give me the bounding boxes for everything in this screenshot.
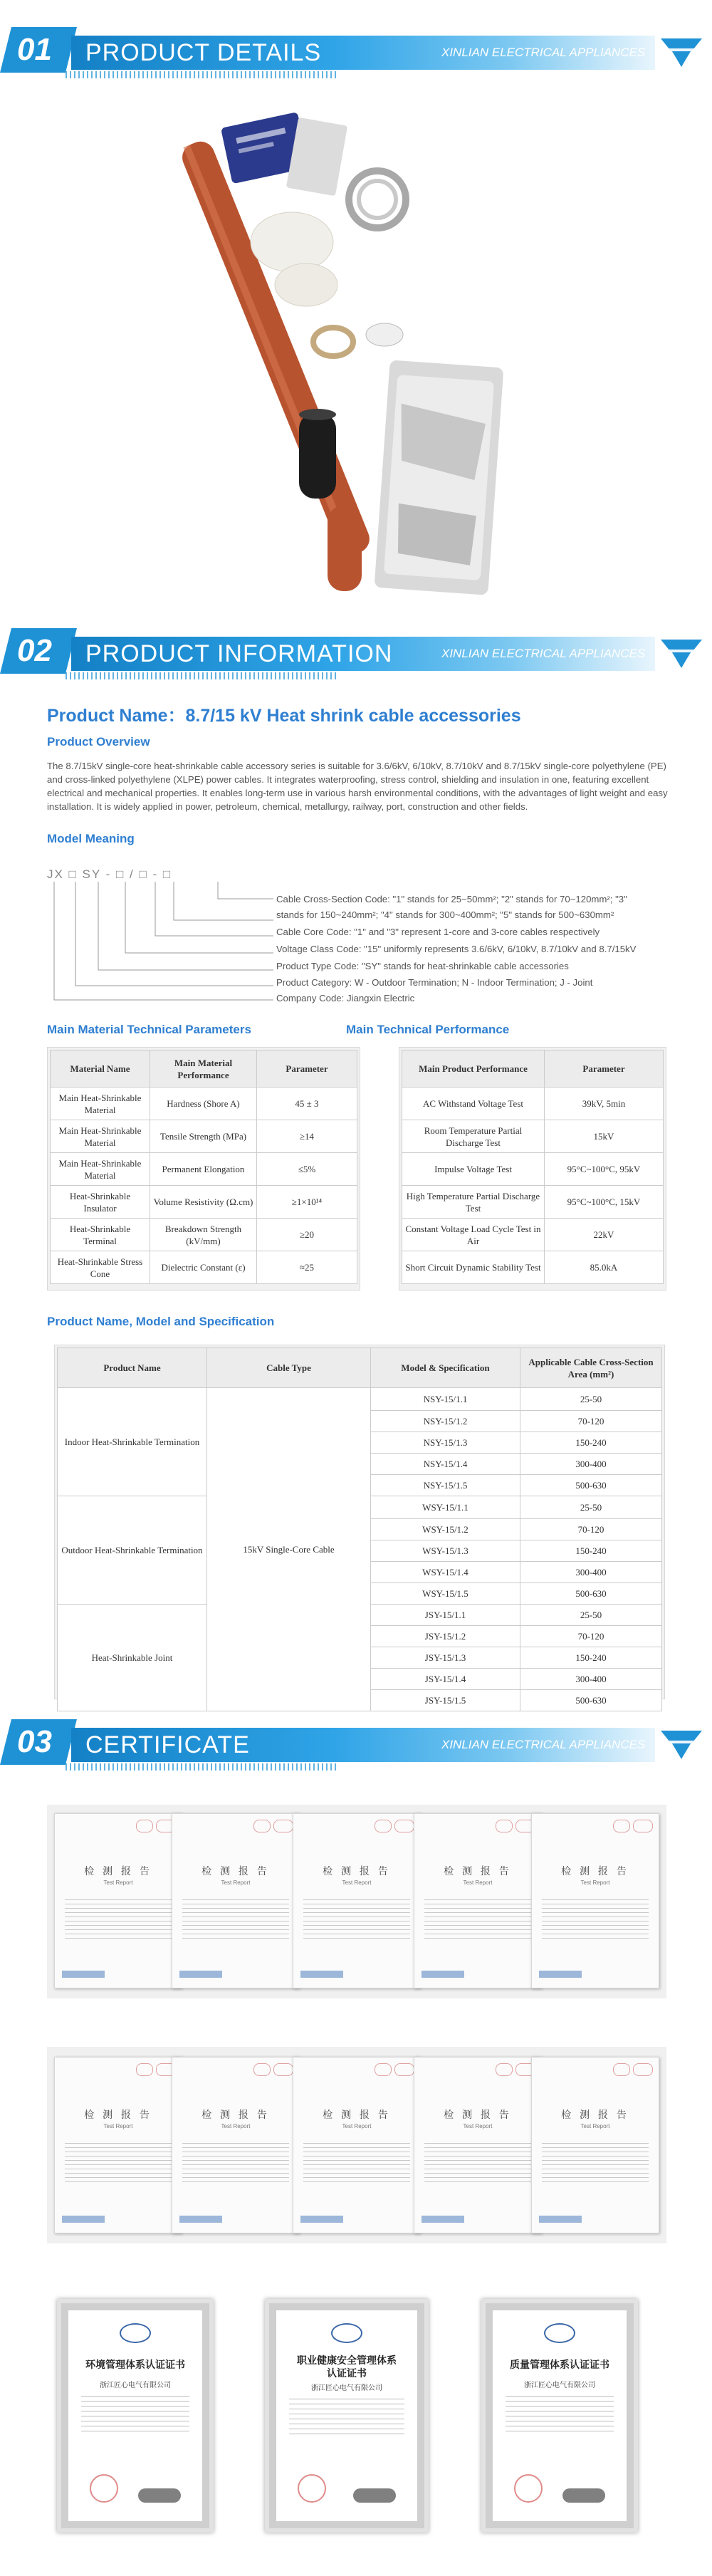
report-subtitle: Test Report xyxy=(580,1879,610,1886)
cell: WSY-15/1.1 xyxy=(371,1496,520,1519)
cell: 15kV xyxy=(545,1120,664,1153)
overview-heading: Product Overview xyxy=(47,735,150,749)
cell: Main Heat-Shrinkable Material xyxy=(51,1120,150,1153)
cell: 25-50 xyxy=(520,1496,662,1519)
cell: JSY-15/1.1 xyxy=(371,1605,520,1626)
cell: 70-120 xyxy=(520,1626,662,1647)
cell: 150-240 xyxy=(520,1647,662,1669)
table-row xyxy=(51,1120,357,1153)
cma-badge xyxy=(273,1820,293,1832)
material-params-heading: Main Material Technical Parameters xyxy=(47,1023,251,1036)
report-subtitle: Test Report xyxy=(342,2123,372,2129)
cell: 70-120 xyxy=(520,1411,662,1432)
product-photo xyxy=(150,107,548,605)
certification-emblem xyxy=(331,2323,362,2343)
report-lines xyxy=(182,2143,289,2186)
model-line-cross-section: Cable Cross-Section Code: "1" stands for 25~50mm²; "2" stands for 70~120mm²; "3" xyxy=(276,894,627,904)
col-header: Main Product Performance xyxy=(402,1050,545,1088)
cell: Short Circuit Dynamic Stability Test xyxy=(402,1251,545,1284)
test-report xyxy=(172,1813,300,1988)
certificate-title: 质量管理体系认证证书 xyxy=(510,2359,609,2370)
seal-stamp xyxy=(514,2474,543,2503)
model-line-type: Product Type Code: "SY" stands for heat-shrinkable cable accessories xyxy=(276,961,569,971)
report-title: 检 测 报 告 xyxy=(201,1865,270,1877)
col-header: Applicable Cable Cross-Section Area (mm²) xyxy=(520,1348,662,1388)
cell: Heat-Shrinkable Terminal xyxy=(51,1219,150,1251)
cell: Constant Voltage Load Cycle Test in Air xyxy=(402,1219,545,1251)
cell: ≥1×10¹⁴ xyxy=(257,1186,357,1219)
cnas-badge xyxy=(496,2063,513,2076)
report-subtitle: Test Report xyxy=(103,1879,133,1886)
table-row xyxy=(402,1251,664,1284)
section-banner-certificate xyxy=(0,1712,712,1780)
spec-table xyxy=(57,1347,662,1711)
model-meaning-heading: Model Meaning xyxy=(47,832,135,845)
cell: 500-630 xyxy=(520,1690,662,1711)
table-row xyxy=(51,1219,357,1251)
report-title: 检 测 报 告 xyxy=(561,2109,629,2120)
model-line-category: Product Category: W - Outdoor Termination; N - Indoor Termination; J - Joint xyxy=(276,977,593,988)
col-header: Model & Specification xyxy=(371,1348,520,1388)
section-subtitle: XINLIAN ELECTRICAL APPLIANCES xyxy=(441,46,646,59)
cell: 25-50 xyxy=(520,1605,662,1626)
signature xyxy=(353,2488,396,2503)
cell: ≥14 xyxy=(257,1120,357,1153)
section-subtitle: XINLIAN ELECTRICAL APPLIANCES xyxy=(441,1738,646,1751)
cell: 150-240 xyxy=(520,1432,662,1454)
group-name: Heat-Shrinkable Joint xyxy=(58,1605,207,1711)
certificate-title-2: 认证证书 xyxy=(327,2367,367,2379)
cell: Main Heat-Shrinkable Material xyxy=(51,1153,150,1186)
test-report xyxy=(172,2057,300,2233)
cell: 70-120 xyxy=(520,1519,662,1540)
cell: WSY-15/1.3 xyxy=(371,1540,520,1562)
cell: 300-400 xyxy=(520,1669,662,1690)
col-header: Cable Type xyxy=(207,1348,371,1388)
certificate-lines xyxy=(506,2396,614,2436)
col-header: Product Name xyxy=(58,1348,207,1388)
cell: 300-400 xyxy=(520,1454,662,1475)
cell: NSY-15/1.5 xyxy=(371,1475,520,1496)
report-lines xyxy=(182,1899,289,1942)
section-number-badge xyxy=(0,628,77,674)
seal-stamp xyxy=(298,2474,326,2503)
chevron-down-icon xyxy=(658,637,705,679)
report-lines xyxy=(303,2143,410,2186)
spec-heading: Product Name, Model and Specification xyxy=(47,1315,275,1328)
cell: AC Withstand Voltage Test xyxy=(402,1088,545,1120)
cell: Tensile Strength (MPa) xyxy=(150,1120,257,1153)
cell: 39kV, 5min xyxy=(545,1088,664,1120)
col-header: Material Name xyxy=(51,1050,150,1088)
lab-logo xyxy=(179,2216,222,2223)
certificate-company: 浙江匠心电气有限公司 xyxy=(100,2382,171,2389)
cell: Permanent Elongation xyxy=(150,1153,257,1186)
cma-badge xyxy=(394,2063,414,2076)
cell: WSY-15/1.2 xyxy=(371,1519,520,1540)
chevron-down-icon xyxy=(658,1728,705,1771)
cell: 95°C~100°C, 15kV xyxy=(545,1186,664,1219)
signature xyxy=(138,2488,181,2503)
test-report xyxy=(531,2057,659,2233)
report-lines xyxy=(424,2143,531,2186)
model-line-voltage: Voltage Class Code: "15" uniformly represents 3.6/6kV, 6/10kV, 8.7/10kV and 8.7/15kV xyxy=(276,944,637,954)
test-report xyxy=(54,2057,182,2233)
model-line-core: Cable Core Code: "1" and "3" represent 1-core and 3-core cables respectively xyxy=(276,927,600,937)
certificate-company: 浙江匠心电气有限公司 xyxy=(311,2384,382,2392)
cnas-badge xyxy=(613,1820,630,1832)
section-subtitle: XINLIAN ELECTRICAL APPLIANCES xyxy=(441,647,646,660)
section-number: 02 xyxy=(16,633,52,668)
cell: 45 ± 3 xyxy=(257,1088,357,1120)
certificate-paper xyxy=(68,2310,202,2521)
certificate-company: 浙江匠心电气有限公司 xyxy=(524,2382,595,2389)
report-lines xyxy=(542,2143,649,2186)
report-title: 检 测 报 告 xyxy=(84,2109,152,2120)
product-name: Product Name：8.7/15 kV Heat shrink cable accessories xyxy=(47,706,521,726)
cma-badge xyxy=(633,2063,653,2076)
table-row xyxy=(402,1088,664,1120)
col-header: Parameter xyxy=(545,1050,664,1088)
report-subtitle: Test Report xyxy=(463,2123,493,2129)
cma-badge xyxy=(394,1820,414,1832)
cell: ≈25 xyxy=(257,1251,357,1284)
certification-emblem xyxy=(120,2323,151,2343)
cnas-badge xyxy=(136,2063,153,2076)
cell: 150-240 xyxy=(520,1540,662,1562)
table-row xyxy=(402,1153,664,1186)
cell: Main Heat-Shrinkable Material xyxy=(51,1088,150,1120)
report-lines xyxy=(303,1899,410,1942)
model-meaning-connectors xyxy=(47,880,282,1001)
cma-badge xyxy=(633,1820,653,1832)
banner-dots xyxy=(66,672,336,679)
table-row xyxy=(402,1120,664,1153)
lab-logo xyxy=(179,1971,222,1978)
table-row xyxy=(402,1219,664,1251)
certificate-paper xyxy=(493,2310,627,2521)
cnas-badge xyxy=(253,2063,271,2076)
cell: NSY-15/1.4 xyxy=(371,1454,520,1475)
table-row xyxy=(51,1186,357,1219)
cnas-badge xyxy=(613,2063,630,2076)
lab-logo xyxy=(539,1971,582,1978)
test-report-row-1 xyxy=(47,1805,666,1998)
cnas-badge xyxy=(496,1820,513,1832)
table-row xyxy=(402,1186,664,1219)
certificate-paper xyxy=(276,2310,417,2521)
cell: NSY-15/1.1 xyxy=(371,1388,520,1411)
cell: Hardness (Shore A) xyxy=(150,1088,257,1120)
section-number-badge xyxy=(0,1719,77,1765)
model-line-company: Company Code: Jiangxin Electric xyxy=(276,993,415,1003)
report-subtitle: Test Report xyxy=(463,1879,493,1886)
tech-perf-heading: Main Technical Performance xyxy=(346,1023,510,1036)
cell: 500-630 xyxy=(520,1583,662,1605)
table-row xyxy=(58,1388,662,1411)
cell: 25-50 xyxy=(520,1388,662,1411)
material-params-table xyxy=(50,1050,357,1284)
report-subtitle: Test Report xyxy=(221,2123,251,2129)
cnas-badge xyxy=(375,2063,392,2076)
model-line-cross-section-2: stands for 150~240mm²; "4" stands for 300~400mm²; "5" stands for 500~630mm² xyxy=(276,909,614,920)
col-header: Main Material Performance xyxy=(150,1050,257,1088)
cell: 22kV xyxy=(545,1219,664,1251)
cell: NSY-15/1.2 xyxy=(371,1411,520,1432)
cell: 85.0kA xyxy=(545,1251,664,1284)
model-code: JX □ SY - □ / □ - □ xyxy=(47,867,172,881)
cell: NSY-15/1.3 xyxy=(371,1432,520,1454)
cnas-badge xyxy=(136,1820,153,1832)
report-subtitle: Test Report xyxy=(580,2123,610,2129)
report-title: 检 测 报 告 xyxy=(201,2109,270,2120)
cma-badge xyxy=(273,2063,293,2076)
test-report xyxy=(414,1813,542,1988)
certification-emblem xyxy=(544,2323,575,2343)
section-number: 03 xyxy=(16,1724,52,1759)
table-row xyxy=(51,1088,357,1120)
report-lines xyxy=(424,1899,531,1942)
col-header: Parameter xyxy=(257,1050,357,1088)
cell: JSY-15/1.5 xyxy=(371,1690,520,1711)
certificate-title: 职业健康安全管理体系 xyxy=(297,2355,397,2366)
section-banner-product-information xyxy=(0,621,712,689)
lab-logo xyxy=(300,2216,343,2223)
section-title: CERTIFICATE xyxy=(85,1731,250,1758)
report-title: 检 测 报 告 xyxy=(444,1865,512,1877)
section-title: PRODUCT DETAILS xyxy=(85,39,322,66)
cell: WSY-15/1.4 xyxy=(371,1562,520,1583)
certificate-lines xyxy=(81,2396,189,2436)
cell: Heat-Shrinkable Stress Cone xyxy=(51,1251,150,1284)
report-title: 检 测 报 告 xyxy=(323,1865,391,1877)
group-name: Indoor Heat-Shrinkable Termination xyxy=(58,1388,207,1496)
test-report-row-2 xyxy=(47,2047,666,2243)
cell: Impulse Voltage Test xyxy=(402,1153,545,1186)
report-lines xyxy=(542,1899,649,1942)
cell: Room Temperature Partial Discharge Test xyxy=(402,1120,545,1153)
section-number-badge xyxy=(0,27,77,73)
cell: 95°C~100°C, 95kV xyxy=(545,1153,664,1186)
cell: High Temperature Partial Discharge Test xyxy=(402,1186,545,1219)
cell: Dielectric Constant (ε) xyxy=(150,1251,257,1284)
tech-perf-table xyxy=(402,1050,664,1284)
overview-text: The 8.7/15kV single-core heat-shrinkable cable accessory series is suitable for 3.6/6kV, 6/10kV, 8.7/10kV and 8.7/15kV single-core polyethylene (PE) and cross-linked polyethylene (XLPE) power cables. It integrates waterproofing, stress control, shielding and insulation in one, featuring excellent electrical and mechanical properties. It enables long-term use in various harsh environmental conditions, with the advantages of light weight and easy installation. It is widely applied in power, petroleum, chemical, metallurgy, railway, port, construction and other fields. xyxy=(47,761,668,812)
report-title: 检 测 报 告 xyxy=(84,1865,152,1877)
signature xyxy=(562,2488,605,2503)
table-row xyxy=(51,1153,357,1186)
cell: WSY-15/1.5 xyxy=(371,1583,520,1605)
section-banner-product-details xyxy=(0,20,712,88)
lab-logo xyxy=(62,2216,105,2223)
certificate-frame xyxy=(57,2299,214,2533)
cell: JSY-15/1.4 xyxy=(371,1669,520,1690)
section-number: 01 xyxy=(16,32,52,67)
lab-logo xyxy=(422,2216,464,2223)
cell: Heat-Shrinkable Insulator xyxy=(51,1186,150,1219)
chevron-down-icon xyxy=(658,36,705,78)
cnas-badge xyxy=(253,1820,271,1832)
lab-logo xyxy=(422,1971,464,1978)
test-report xyxy=(414,2057,542,2233)
cell: 300-400 xyxy=(520,1562,662,1583)
report-lines xyxy=(65,2143,172,2186)
report-subtitle: Test Report xyxy=(221,1879,251,1886)
banner-dots xyxy=(66,71,336,78)
cell: 500-630 xyxy=(520,1475,662,1496)
cnas-badge xyxy=(375,1820,392,1832)
lab-logo xyxy=(539,2216,582,2223)
cable-type: 15kV Single-Core Cable xyxy=(207,1388,371,1711)
group-name: Outdoor Heat-Shrinkable Termination xyxy=(58,1496,207,1605)
lab-logo xyxy=(300,1971,343,1978)
certificate-frame xyxy=(265,2299,429,2533)
report-title: 检 测 报 告 xyxy=(323,2109,391,2120)
test-report xyxy=(531,1813,659,1988)
report-title: 检 测 报 告 xyxy=(561,1865,629,1877)
test-report xyxy=(293,1813,421,1988)
cell: Breakdown Strength (kV/mm) xyxy=(150,1219,257,1251)
table-row xyxy=(51,1251,357,1284)
certificate-title: 环境管理体系认证证书 xyxy=(85,2359,185,2370)
cell: JSY-15/1.2 xyxy=(371,1626,520,1647)
cell: ≤5% xyxy=(257,1153,357,1186)
report-subtitle: Test Report xyxy=(342,1879,372,1886)
banner-dots xyxy=(66,1763,336,1771)
certificate-lines xyxy=(289,2399,404,2439)
certificate-frame xyxy=(481,2299,638,2533)
report-lines xyxy=(65,1899,172,1942)
seal-stamp xyxy=(90,2474,118,2503)
test-report xyxy=(54,1813,182,1988)
lab-logo xyxy=(62,1971,105,1978)
report-title: 检 测 报 告 xyxy=(444,2109,512,2120)
report-subtitle: Test Report xyxy=(103,2123,133,2129)
section-title: PRODUCT INFORMATION xyxy=(85,640,393,667)
cell: Volume Resistivity (Ω.cm) xyxy=(150,1186,257,1219)
cell: JSY-15/1.3 xyxy=(371,1647,520,1669)
test-report xyxy=(293,2057,421,2233)
cell: ≥20 xyxy=(257,1219,357,1251)
